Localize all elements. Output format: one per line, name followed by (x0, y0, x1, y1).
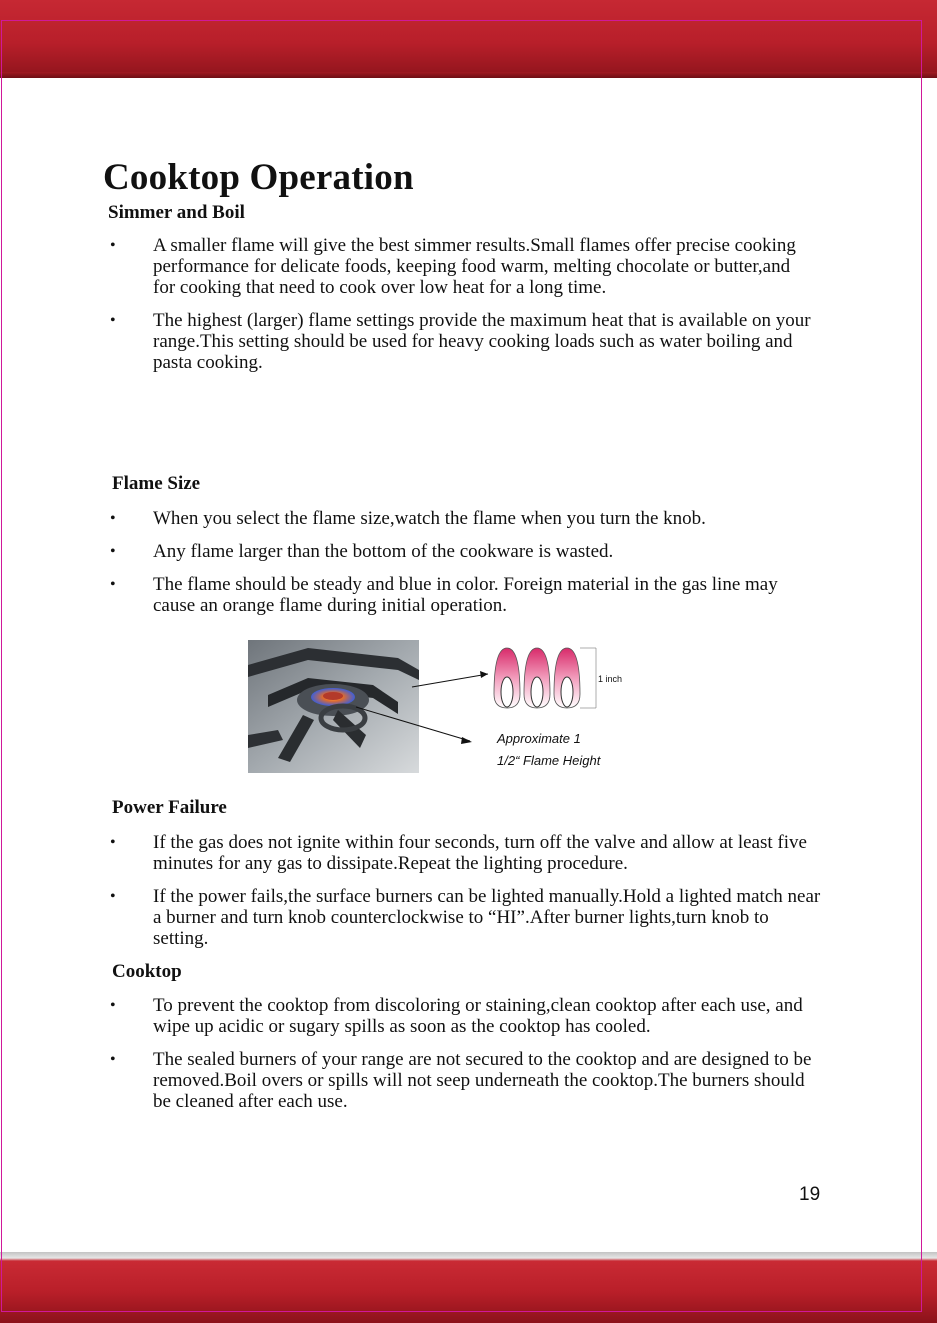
list-item: • The sealed burners of your range are not secured to the cooktop and are designed to be removed.Boil overs or spills will not seep underneath the cooktop.The burners should be cleaned after each use. (110, 1049, 812, 1112)
list-item: • To prevent the cooktop from discoloring or staining,clean cooktop after each use, and wipe up acidic or sugary spills as soon as the cooktop has cooled. (110, 995, 803, 1037)
header-band (0, 0, 937, 78)
list-item: • The highest (larger) flame settings provide the maximum heat that is available on your range.This setting should be used for heavy cooking loads such as water boiling and pasta cooking. (110, 310, 811, 373)
bullet-icon: • (110, 997, 116, 1014)
power-failure-list (110, 832, 825, 949)
page-title: Cooktop Operation (103, 157, 414, 198)
scale-label: 1 inch (598, 674, 623, 684)
footer-band (0, 1252, 937, 1323)
list-item: • When you select the flame size,watch the flame when you turn the knob. (110, 508, 706, 529)
list-item: • Any flame larger than the bottom of the cookware is wasted. (110, 541, 614, 562)
bullet-icon: • (110, 576, 116, 593)
bullet-icon: • (110, 312, 116, 329)
flame-icon (524, 648, 550, 708)
bullet-icon: • (110, 888, 116, 905)
bullet-icon: • (110, 834, 116, 851)
bullet-icon: • (110, 543, 116, 560)
section-heading-flame-size: Flame Size (112, 473, 201, 494)
flame-size-list (110, 508, 810, 616)
section-heading-power-failure: Power Failure (112, 797, 227, 818)
list-item: • If the power fails,the surface burners can be lighted manually.Hold a lighted match near a burner and turn knob counterclockwise to “HI”.After burner lights,turn knob to setting. (110, 886, 821, 949)
section-heading-simmer: Simmer and Boil (108, 202, 245, 223)
flame-diagram (248, 640, 668, 780)
trim-line-left (1, 20, 2, 1312)
list-item: • If the gas does not ignite within four seconds, turn off the valve and allow at least five minutes for any gas to dissipate.Repeat the lighting procedure. (110, 832, 807, 874)
bullet-icon: • (110, 237, 116, 254)
flame-icon (554, 648, 580, 708)
flame-icon (494, 648, 520, 708)
list-item: • The flame should be steady and blue in color. Foreign material in the gas line may cause an orange flame during initial operation. (110, 574, 778, 616)
bullet-icon: • (110, 1051, 116, 1068)
page-number: 19 (799, 1184, 821, 1205)
flame-caption-line1: Approximate 1 (497, 731, 581, 746)
simmer-list (110, 235, 815, 373)
flame-height-figure (248, 640, 668, 780)
bullet-icon: • (110, 510, 116, 527)
list-item: • A smaller flame will give the best simmer results.Small flames offer precise cooking performance for delicate foods, keeping food warm, melting chocolate or butter,and for cooking that need to cook over low heat for a long time. (110, 235, 796, 298)
flame-caption-line2: 1/2“ Flame Height (497, 753, 601, 768)
cooktop-list (110, 995, 825, 1112)
section-heading-cooktop: Cooktop (112, 961, 182, 982)
trim-line-right (921, 20, 922, 1312)
